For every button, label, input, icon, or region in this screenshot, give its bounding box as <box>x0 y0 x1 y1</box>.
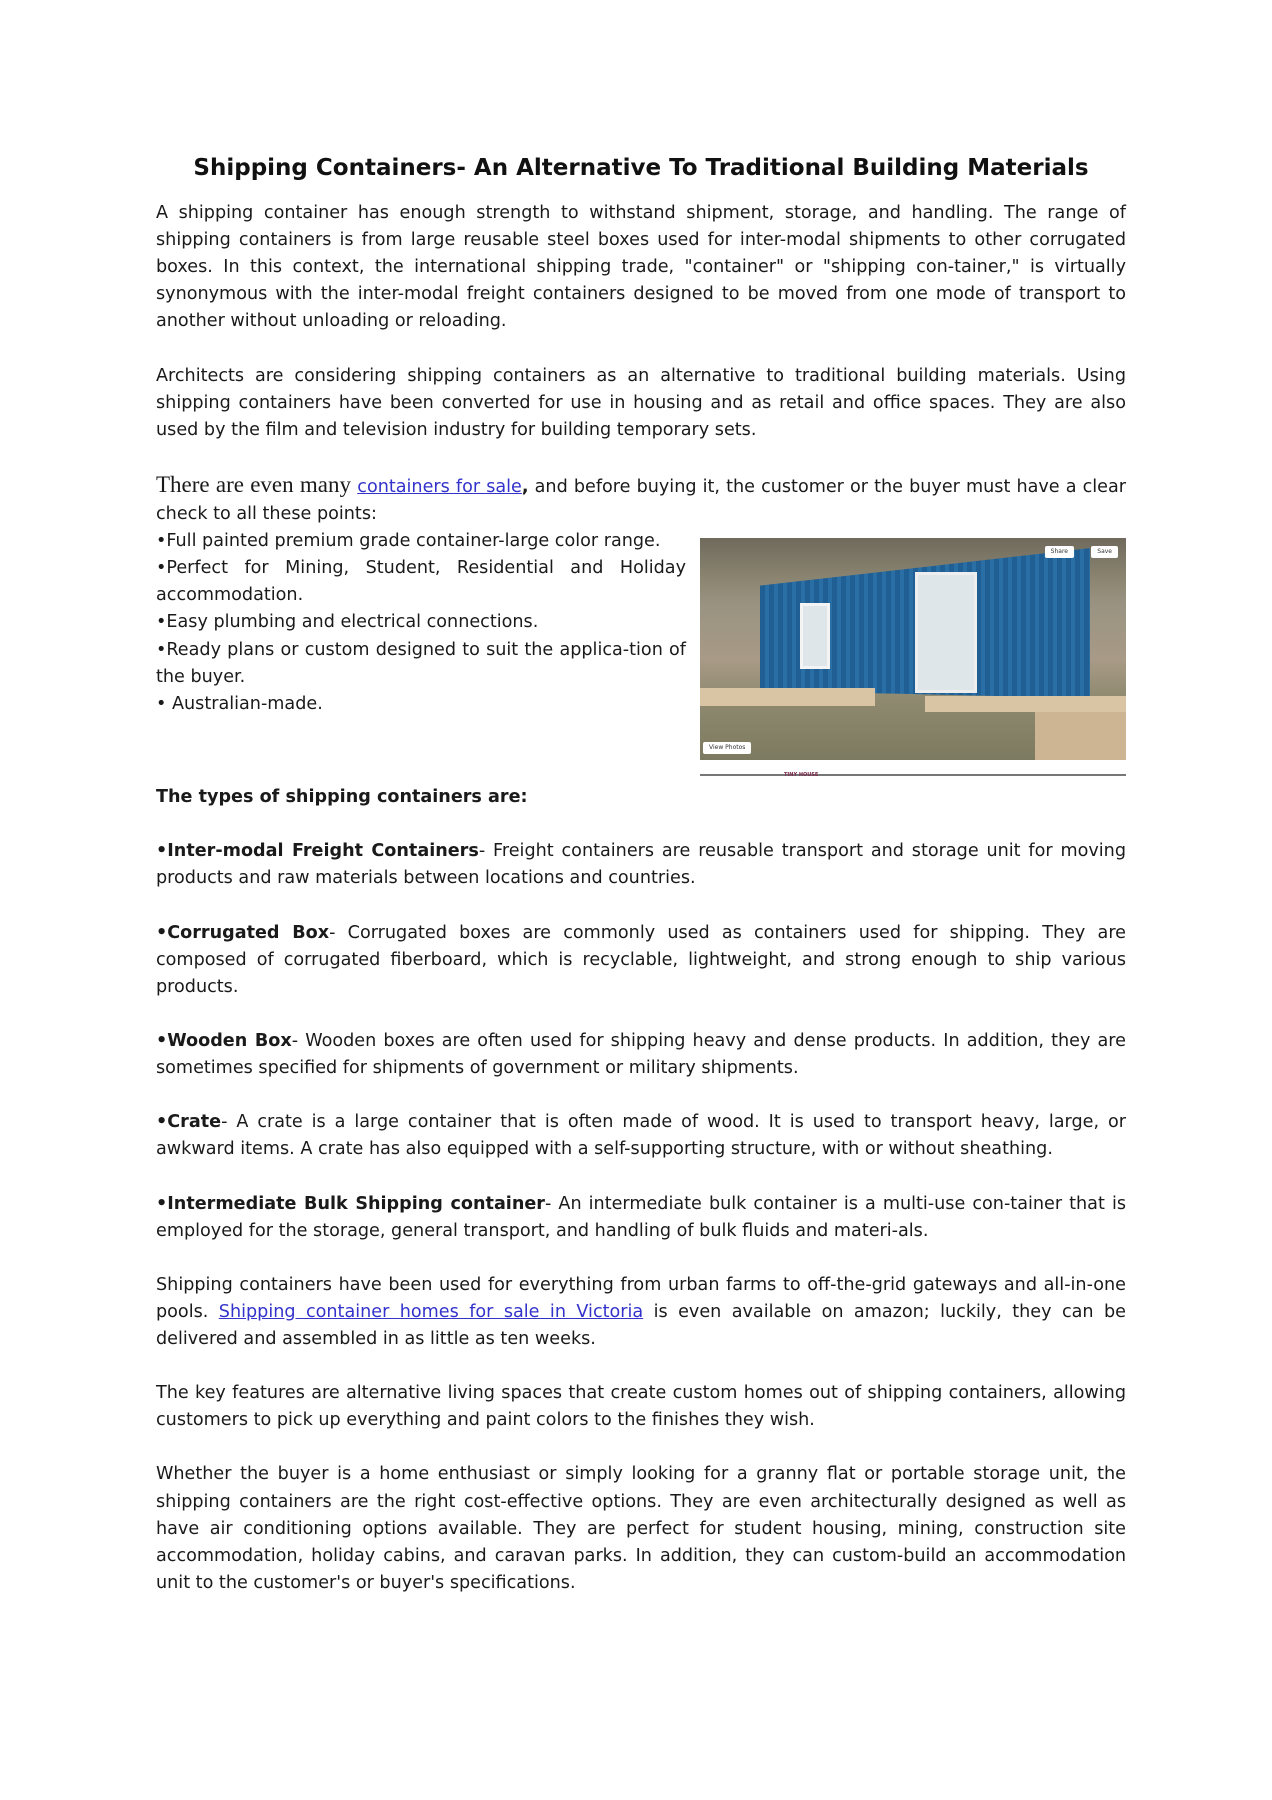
architects-paragraph: Architects are considering shipping containers as an alternative to traditional building materials. Using shipping containers have been converted for use in housing and as retail and office spaces. They are also used by the film and television industry for building temporary sets. <box>156 365 1126 440</box>
save-button[interactable]: Save <box>1091 546 1118 558</box>
page-title: Shipping Containers- An Alternative To Traditional Building Materials <box>193 155 1089 181</box>
serif-lead-text: There are even many <box>156 471 358 497</box>
share-button[interactable]: Share <box>1045 546 1074 558</box>
types-heading: The types of shipping containers are: <box>156 787 528 808</box>
buying-paragraph <box>156 471 1126 528</box>
type-desc: - Corrugated boxes are commonly used as containers used for shipping. They are composed of corrugated fiberboard, which is recyclable, lightweight, and strong enough to ship various products. <box>156 922 1126 997</box>
type-name: •Corrugated Box <box>156 922 330 943</box>
type-item <box>156 838 1126 892</box>
type-name: •Wooden Box <box>156 1030 292 1051</box>
type-desc: - Wooden boxes are often used for shipping heavy and dense products. In addition, they are sometimes specified for shipments of government or military shipments. <box>156 1030 1126 1079</box>
caption-text: TINY HOUSE <box>784 772 819 779</box>
intro-paragraph: A shipping container has enough strength to withstand shipment, storage, and handling. The range of shipping containers is from large reusable steel boxes used for inter-modal shipments to other corrugated boxes. In this context, the international shipping trade, "container" or "shipping con-tainer," is virtually synonymous with the inter-modal freight containers designed to be moved from one mode of transport to another without unloading or reloading. <box>156 203 1126 332</box>
type-item <box>156 920 1126 1001</box>
type-desc: - Freight containers are reusable transport and storage unit for moving products and raw materials between locations and countries. <box>156 841 1126 889</box>
photo-caption <box>700 760 1126 779</box>
buying-text: and before buying it, the customer or the buyer must have a clear check to all these points: <box>156 476 1127 525</box>
type-name: •Crate <box>156 1112 222 1133</box>
type-desc: - A crate is a large container that is often made of wood. It is used to transport heavy, large, or awkward items. A crate has also equipped with a self-supporting structure, with or without sheathing. <box>156 1112 1126 1160</box>
type-item <box>156 1191 1126 1245</box>
document-page <box>156 150 1126 1624</box>
uses-paragraph <box>156 1272 1126 1353</box>
victoria-homes-link[interactable]: Shipping container homes for sale in Victoria <box>218 1301 644 1322</box>
deck-right <box>925 696 1126 712</box>
type-item <box>156 1109 1126 1163</box>
container-house-photo <box>700 538 1126 760</box>
type-name: •Intermediate Bulk Shipping container <box>156 1193 545 1214</box>
uses-text: Shipping containers have been used for everything from urban farms to off-the-grid gateways and all-in-one pools. <box>156 1274 1126 1322</box>
list-item: •Ready plans or custom designed to suit the applica-tion of the buyer. <box>156 639 686 687</box>
steps <box>1035 712 1126 760</box>
tiny-house-figure <box>700 538 1126 779</box>
type-item <box>156 1028 1126 1082</box>
type-desc: - An intermediate bulk container is a multi-use con-tainer that is employed for the storage, general transport, and handling of bulk fluids and materi-als. <box>156 1193 1126 1241</box>
uses-text-rest: is even available on amazon; luckily, they can be delivered and assembled in as little as ten weeks. <box>156 1301 1126 1349</box>
list-item: •Easy plumbing and electrical connections. <box>156 612 539 633</box>
list-item: •Full painted premium grade container-large color range. <box>156 531 661 552</box>
door <box>800 603 830 669</box>
view-photos-button[interactable]: View Photos <box>703 742 751 754</box>
buyer-paragraph: Whether the buyer is a home enthusiast or simply looking for a granny flat or portable storage unit, the shipping containers are the right cost-effective options. They are even architecturally designed as well as have air conditioning options available. They are perfect for student housing, mining, construction site accommodation, holiday cabins, and caravan parks. In addition, they can custom-build an accommodation unit to the customer's or buyer's specifications. <box>156 1464 1126 1593</box>
list-item: •Perfect for Mining, Student, Residential and Holiday accommodation. <box>156 558 686 606</box>
containers-for-sale-link[interactable]: containers for sale <box>357 476 522 497</box>
comma: , <box>521 476 529 497</box>
deck-left <box>700 688 875 706</box>
type-name: •Inter-modal Freight Containers <box>156 841 479 862</box>
glass-door <box>915 572 977 693</box>
list-item: • Australian-made. <box>156 693 323 714</box>
key-features-paragraph: The key features are alternative living spaces that create custom homes out of shipping containers, allowing customers to pick up everything and paint colors to the finishes they wish. <box>156 1383 1126 1431</box>
